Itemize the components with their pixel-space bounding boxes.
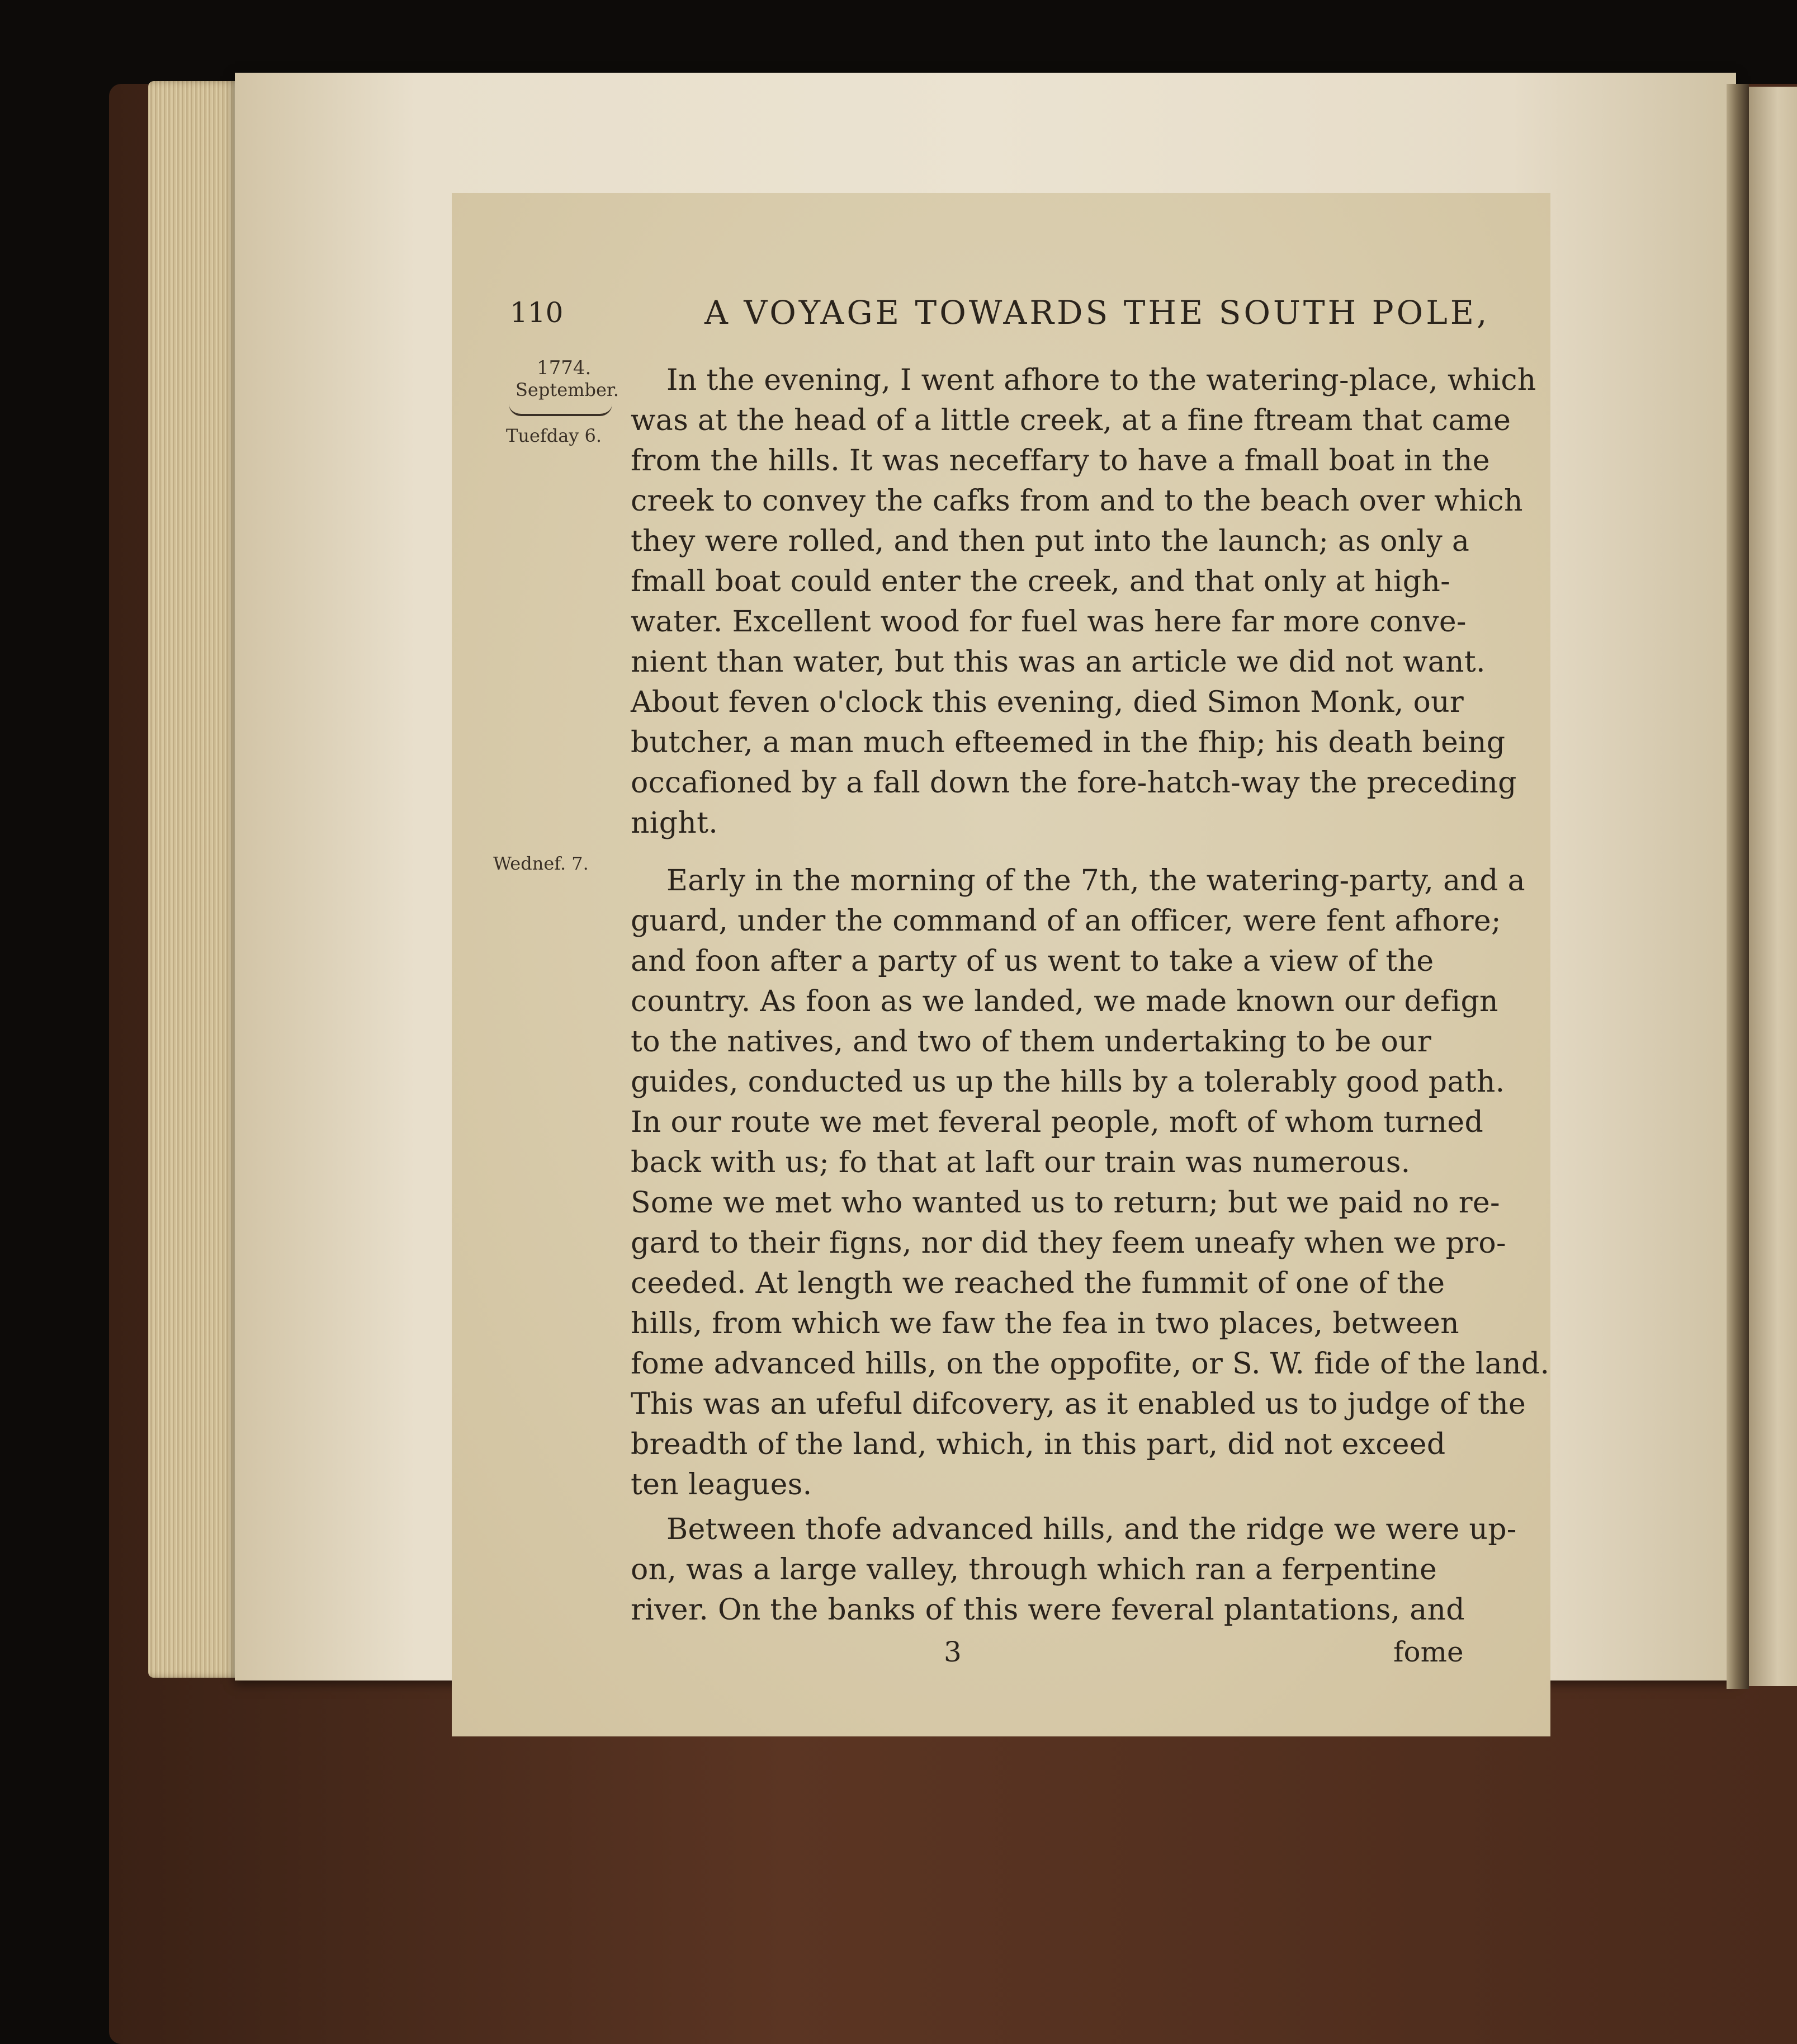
text-line: night.	[631, 806, 718, 840]
text-line: hills, from which we faw the fea in two places, between	[631, 1307, 1459, 1340]
text-line: gard to their figns, nor did they feem uneafy when we pro-	[631, 1226, 1506, 1260]
text-line: fome advanced hills, on the oppofite, or S. W. fide of the land.	[631, 1347, 1550, 1381]
text-line: they were rolled, and then put into the launch; as only a	[631, 525, 1470, 558]
text-line: to the natives, and two of them undertaking to be our	[631, 1025, 1432, 1059]
book-gutter	[1727, 84, 1749, 1689]
margin-date-wednesday: Wednef. 7.	[493, 853, 589, 874]
signature-mark: 3	[944, 1636, 962, 1668]
text-line: This was an ufeful difcovery, as it enabled us to judge of the	[631, 1387, 1526, 1421]
margin-date-tuesday: Tuefday 6.	[506, 425, 602, 446]
text-line: In the evening, I went afhore to the watering-place, which	[666, 364, 1536, 397]
text-line: ceeded. At length we reached the fummit of one of the	[631, 1267, 1445, 1300]
text-line: About feven o'clock this evening, died Simon Monk, our	[631, 686, 1464, 719]
text-line: nient than water, but this was an article we did not want.	[631, 645, 1486, 679]
margin-year: 1774.	[537, 357, 592, 379]
text-line: fmall boat could enter the creek, and that only at high-	[631, 565, 1450, 598]
running-title: A VOYAGE TOWARDS THE SOUTH POLE,	[704, 294, 1490, 332]
text-line: Early in the morning of the 7th, the watering-party, and a	[666, 864, 1525, 898]
text-line: breadth of the land, which, in this part, did not exceed	[631, 1428, 1446, 1461]
text-line: from the hills. It was neceffary to have a fmall boat in the	[631, 444, 1490, 478]
text-line: country. As foon as we landed, we made known our defign	[631, 985, 1498, 1018]
right-page-edge	[1749, 87, 1797, 1686]
margin-brace	[509, 404, 612, 416]
text-line: guard, under the command of an officer, were fent afhore;	[631, 904, 1501, 938]
text-line: back with us; fo that at laft our train was numerous.	[631, 1146, 1411, 1179]
text-line: and foon after a party of us went to take a view of the	[631, 945, 1434, 978]
text-line: occafioned by a fall down the fore-hatch-way the preceding	[631, 766, 1517, 800]
catchword: fome	[1393, 1636, 1464, 1668]
text-line: guides, conducted us up the hills by a tolerably good path.	[631, 1065, 1505, 1099]
page-number: 110	[510, 296, 564, 329]
text-line: on, was a large valley, through which ran a ferpentine	[631, 1553, 1437, 1587]
text-line: creek to convey the cafks from and to the beach over which	[631, 484, 1523, 518]
text-line: ten leagues.	[631, 1468, 812, 1502]
text-line: water. Excellent wood for fuel was here far more conve-	[631, 605, 1467, 639]
text-line: In our route we met feveral people, moft of whom turned	[631, 1106, 1484, 1139]
text-line: Between thofe advanced hills, and the ridge we were up-	[666, 1513, 1517, 1546]
text-line: was at the head of a little creek, at a fine ftream that came	[631, 404, 1511, 437]
margin-month: September.	[516, 379, 619, 400]
text-line: river. On the banks of this were feveral plantations, and	[631, 1593, 1465, 1627]
text-line: Some we met who wanted us to return; but we paid no re-	[631, 1186, 1500, 1220]
text-line: butcher, a man much efteemed in the fhip; his death being	[631, 726, 1506, 759]
